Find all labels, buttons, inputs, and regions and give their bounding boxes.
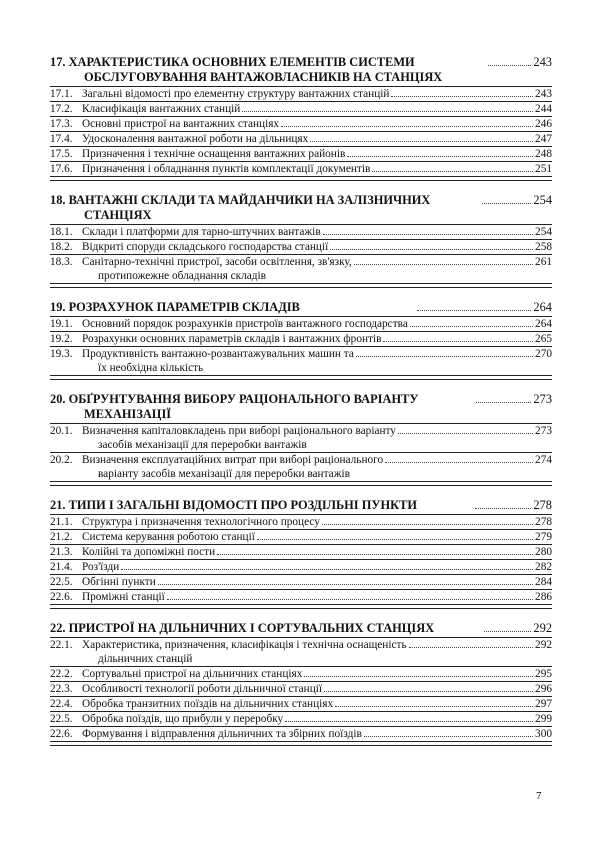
section-title	[50, 498, 473, 513]
entry-page: 295	[535, 668, 552, 680]
entry-title-continuation: варіанту засобів механізації для переробки вантажів	[98, 468, 350, 480]
entry-page: 286	[535, 591, 552, 603]
toc-entry	[50, 132, 552, 147]
entry-title-line: Характеристика, призначення, класифікація і технічна оснащеність	[82, 639, 407, 651]
toc-entry	[50, 638, 552, 667]
entry-number: 21.4.	[50, 561, 73, 573]
entry-number: 20.2.	[50, 454, 73, 466]
toc-entry	[50, 162, 552, 177]
entry-title: Сортувальні пристрої на дільничних станціях	[82, 668, 303, 680]
dot-leader	[257, 539, 533, 540]
entry-page: 299	[535, 713, 552, 725]
entry-title: Проміжні станції	[82, 591, 165, 603]
entry-title-continuation: протипожежне обладнання складів	[98, 270, 267, 282]
entry-number: 22.2.	[50, 668, 73, 680]
dot-leader	[167, 599, 533, 600]
dot-leader	[281, 126, 533, 127]
dot-leader	[385, 462, 533, 463]
toc-entry	[50, 712, 552, 727]
section-heading	[50, 498, 552, 515]
entry-page: 264	[535, 318, 552, 330]
section-page: 243	[533, 55, 552, 69]
entry-number: 22.1.	[50, 639, 73, 651]
entry-title-continuation: дільничних станцій	[98, 653, 193, 665]
section-title	[50, 392, 474, 422]
dot-leader	[364, 736, 533, 737]
entry-number: 19.2.	[50, 333, 73, 345]
dot-leader	[410, 326, 533, 327]
entry-page: 243	[535, 88, 552, 100]
dot-leader	[324, 691, 533, 692]
section-title-line: ОБСЛУГОВУВАННЯ ВАНТАЖОВЛАСНИКІВ НА СТАНЦІЯХ	[84, 70, 443, 84]
toc-entry	[50, 102, 552, 117]
entry-title: Класифікація вантажних станцій	[82, 103, 241, 115]
entry-page: 300	[535, 728, 552, 740]
entry-title: Колійні та допоміжні пости	[82, 546, 216, 558]
dot-leader	[158, 584, 533, 585]
toc-section	[50, 300, 552, 380]
toc-entry	[50, 424, 552, 453]
entry-number: 22.6.	[50, 728, 73, 740]
entry-title	[82, 255, 352, 283]
toc-section	[50, 498, 552, 609]
entry-page: 246	[535, 118, 552, 130]
dot-leader	[482, 203, 532, 204]
entry-number: 17.3.	[50, 118, 73, 130]
toc-section	[50, 392, 552, 486]
entry-title	[82, 453, 383, 481]
entry-number: 20.1.	[50, 425, 73, 437]
entry-title: Розрахунки основних параметрів складів і вантажних фронтів	[82, 333, 382, 345]
entry-number: 18.1.	[50, 226, 73, 238]
section-title	[50, 193, 480, 223]
dot-leader	[323, 234, 533, 235]
section-title	[50, 300, 415, 315]
entry-number: 17.2.	[50, 103, 73, 115]
section-heading	[50, 392, 552, 424]
entry-title-continuation: засобів механізації для переробки вантажів	[98, 439, 307, 451]
entry-number: 21.1.	[50, 516, 73, 528]
toc-entry	[50, 530, 552, 545]
entry-title: Відкриті споруди складського господарства станції	[82, 241, 329, 253]
section-title-line: 20. ОБҐРУНТУВАННЯ ВИБОРУ РАЦІОНАЛЬНОГО ВАРІАНТУ	[50, 392, 419, 406]
toc-entry	[50, 255, 552, 284]
entry-title: Система керування роботою станції	[82, 531, 255, 543]
dot-leader	[476, 402, 531, 403]
entry-number: 17.1.	[50, 88, 73, 100]
entry-title: Загальні відомості про елементну структуру вантажних станцій	[82, 88, 390, 100]
section-page: 278	[533, 498, 552, 512]
section-title-line: 19. РОЗРАХУНОК ПАРАМЕТРІВ СКЛАДІВ	[50, 300, 300, 314]
entry-number: 18.2.	[50, 241, 73, 253]
section-title-line: 22. ПРИСТРОЇ НА ДІЛЬНИЧНИХ І СОРТУВАЛЬНИХ СТАНЦІЯХ	[50, 621, 435, 635]
dot-leader	[354, 264, 533, 265]
dot-leader	[322, 524, 533, 525]
entry-number: 18.3.	[50, 256, 73, 268]
table-of-contents	[50, 55, 552, 758]
toc-entry	[50, 240, 552, 255]
toc-entry	[50, 347, 552, 376]
entry-page: 296	[535, 683, 552, 695]
entry-title: Обгінні пункти	[82, 576, 156, 588]
dot-leader	[242, 111, 533, 112]
toc-entry	[50, 590, 552, 605]
dot-leader	[409, 647, 533, 648]
dot-leader	[217, 554, 533, 555]
entry-title: Обробка транзитних поїздів на дільничних станціях	[82, 698, 334, 710]
toc-section	[50, 193, 552, 288]
dot-leader	[488, 65, 532, 66]
section-title-line: 21. ТИПИ І ЗАГАЛЬНІ ВІДОМОСТІ ПРО РОЗДІЛЬНІ ПУНКТИ	[50, 498, 417, 512]
dot-leader	[475, 508, 531, 509]
entry-title	[82, 424, 396, 452]
entry-number: 21.3.	[50, 546, 73, 558]
entry-title-line: Продуктивність вантажно-розвантажувальних машин та	[82, 348, 354, 360]
toc-entry	[50, 332, 552, 347]
entry-title: Склади і платформи для тарно-штучних вантажів	[82, 226, 321, 238]
entry-page: 248	[535, 148, 552, 160]
entry-page: 261	[535, 256, 552, 268]
toc-entry	[50, 727, 552, 742]
dot-leader	[310, 141, 533, 142]
toc-entry	[50, 317, 552, 332]
entry-page: 244	[535, 103, 552, 115]
section-title-line: СТАНЦІЯХ	[84, 208, 152, 222]
toc-entry	[50, 147, 552, 162]
entry-page: 279	[535, 531, 552, 543]
entry-number: 22.3.	[50, 683, 73, 695]
toc-entry	[50, 667, 552, 682]
entry-title: Призначення і обладнання пунктів комплектації документів	[82, 163, 371, 175]
toc-entry	[50, 697, 552, 712]
entry-title-line: Санітарно-технічні пристрої, засоби освітлення, зв'язку,	[82, 256, 352, 268]
entry-title: Основні пристрої на вантажних станціях	[82, 118, 280, 130]
entry-page: 265	[535, 333, 552, 345]
section-heading	[50, 300, 552, 317]
entry-number: 22.5.	[50, 576, 73, 588]
entry-page: 284	[535, 576, 552, 588]
toc-entry	[50, 575, 552, 590]
entry-page: 274	[535, 454, 552, 466]
page-number: 7	[536, 790, 542, 802]
section-title	[50, 55, 486, 85]
toc-entry	[50, 453, 552, 482]
entry-page: 292	[535, 639, 552, 651]
entry-number: 17.6.	[50, 163, 73, 175]
toc-section	[50, 55, 552, 181]
entry-title-line: Визначення капіталовкладень при виборі раціонального варіанту	[82, 425, 396, 437]
toc-entry	[50, 225, 552, 240]
entry-number: 17.5.	[50, 148, 73, 160]
toc-entry	[50, 545, 552, 560]
section-page: 273	[533, 392, 553, 406]
entry-number: 22.4.	[50, 698, 73, 710]
entry-title: Обробка поїздів, що прибули у переробку	[82, 713, 284, 725]
entry-number: 22.5.	[50, 713, 73, 725]
toc-entry	[50, 117, 552, 132]
entry-number: 17.4.	[50, 133, 73, 145]
dot-leader	[335, 706, 533, 707]
entry-number: 19.3.	[50, 348, 73, 360]
section-title-line: 18. ВАНТАЖНІ СКЛАДИ ТА МАЙДАНЧИКИ НА ЗАЛІЗНИЧНИХ	[50, 193, 431, 207]
entry-title	[82, 638, 407, 666]
entry-title: Основний порядок розрахунків пристроїв вантажного господарства	[82, 318, 408, 330]
toc-section	[50, 621, 552, 746]
entry-page: 278	[535, 516, 552, 528]
entry-title: Роз'їзди	[82, 561, 120, 573]
entry-number: 21.2.	[50, 531, 73, 543]
entry-page: 297	[535, 698, 552, 710]
section-page: 264	[533, 300, 552, 314]
entry-number: 19.1.	[50, 318, 73, 330]
entry-page: 270	[535, 348, 552, 360]
section-heading	[50, 55, 552, 87]
entry-number: 22.6.	[50, 591, 73, 603]
section-page: 292	[533, 621, 553, 635]
dot-leader	[356, 356, 533, 357]
section-title-line: 17. ХАРАКТЕРИСТИКА ОСНОВНИХ ЕЛЕМЕНТІВ СИСТЕМИ	[50, 55, 415, 69]
entry-title: Формування і відправлення дільничних та збірних поїздів	[82, 728, 362, 740]
entry-title-continuation: їх необхідна кількість	[98, 362, 204, 374]
dot-leader	[372, 171, 533, 172]
entry-title	[82, 347, 354, 375]
entry-page: 280	[535, 546, 552, 558]
entry-page: 273	[535, 425, 552, 437]
entry-page: 254	[535, 226, 552, 238]
dot-leader	[398, 433, 533, 434]
dot-leader	[347, 156, 533, 157]
section-title-line: МЕХАНІЗАЦІЇ	[84, 407, 172, 421]
entry-page: 251	[535, 163, 552, 175]
section-page: 254	[533, 193, 553, 207]
entry-page: 247	[535, 133, 552, 145]
section-heading	[50, 621, 552, 638]
dot-leader	[383, 341, 533, 342]
dot-leader	[417, 310, 532, 311]
dot-leader	[391, 96, 533, 97]
toc-entry	[50, 87, 552, 102]
entry-title-line: Визначення експлуатаційних витрат при виборі раціонального	[82, 454, 384, 466]
section-heading	[50, 193, 552, 225]
entry-title: Структура і призначення технологічного процесу	[82, 516, 320, 528]
toc-entry	[50, 560, 552, 575]
entry-page: 258	[535, 241, 552, 253]
dot-leader	[285, 721, 533, 722]
dot-leader	[484, 631, 532, 632]
entry-page: 282	[535, 561, 552, 573]
dot-leader	[121, 569, 533, 570]
entry-title: Призначення і технічне оснащення вантажних районів	[82, 148, 346, 160]
entry-title: Особливості технології роботи дільничної станції	[82, 683, 323, 695]
toc-entry	[50, 515, 552, 530]
toc-entry	[50, 682, 552, 697]
dot-leader	[330, 249, 533, 250]
entry-title: Удосконалення вантажної роботи на дільницях	[82, 133, 309, 145]
dot-leader	[304, 676, 533, 677]
section-title	[50, 621, 482, 636]
